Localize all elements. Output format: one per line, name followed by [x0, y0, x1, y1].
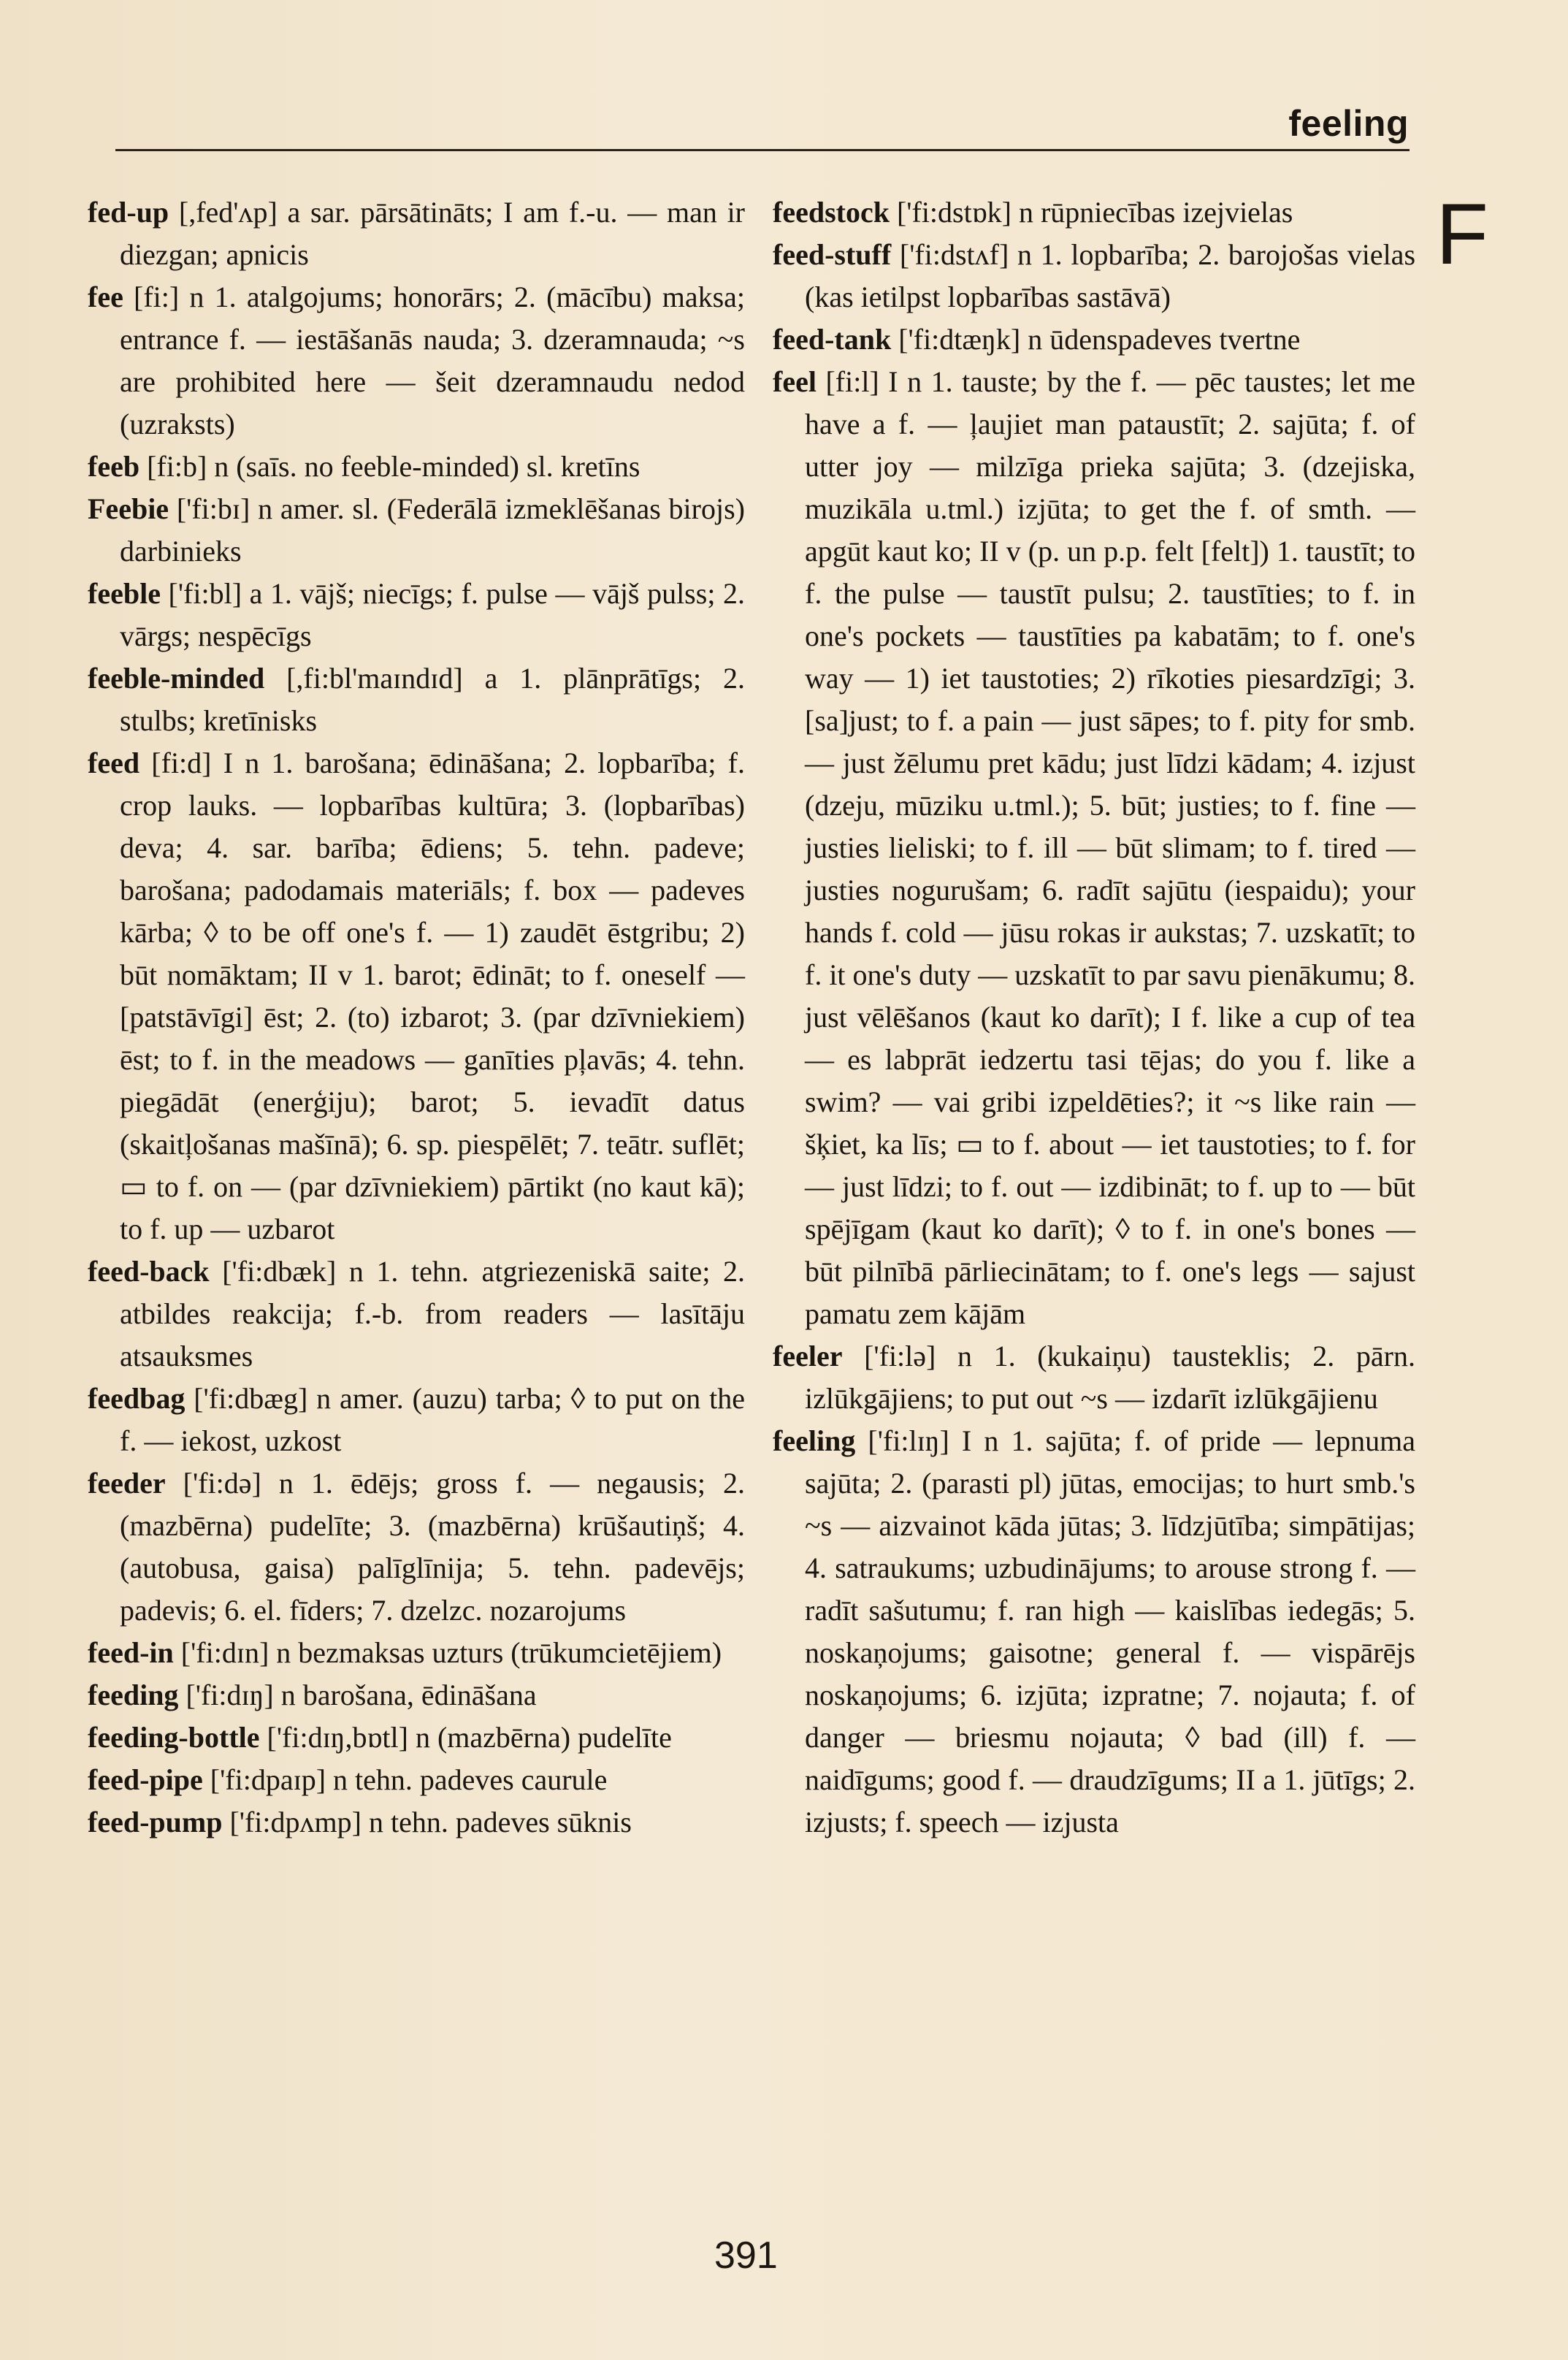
- dictionary-entry: [88, 657, 745, 742]
- entry-definition: ['fi:dpʌmp] n tehn. padeves sūknis: [229, 1806, 632, 1838]
- right-column: [773, 191, 1415, 1844]
- dictionary-entry: [88, 1632, 745, 1674]
- entry-definition: ['fi:dtæŋk] n ūdenspadeves tvertne: [898, 323, 1301, 356]
- page-number: 391: [714, 2234, 778, 2277]
- entry-definition: ['fi:dstʌf] n 1. lopbarība; 2. barojošas vielas (kas ietilpst lopbarības sastāvā): [805, 238, 1416, 313]
- dictionary-entry: [88, 488, 745, 573]
- entry-definition: ['fi:də] n 1. ēdējs; gross f. — negausis; 2. (mazbērna) pudelīte; 3. (mazbērna) krūšautiņš; 4. (autobusa, gaisa) palīglīnija; 5. tehn. padevējs; padevis; 6. el. fīders; 7. dzelzc. nozarojums: [120, 1467, 746, 1627]
- dictionary-entry: [773, 1420, 1415, 1844]
- entry-headword: feed-stuff: [773, 238, 892, 271]
- entry-headword: feeder: [88, 1467, 166, 1500]
- running-head: feeling: [1288, 103, 1409, 144]
- dictionary-entry: [88, 1378, 745, 1462]
- dictionary-entry: [88, 446, 745, 488]
- entry-definition: [,fi:bl'maɪndɪd] a 1. plānprātīgs; 2. stulbs; kretīnisks: [120, 662, 745, 737]
- entry-definition: ['fi:dɪŋ] n barošana, ēdināšana: [186, 1679, 537, 1711]
- dictionary-entry: [773, 318, 1415, 361]
- entry-headword: feed-pump: [88, 1806, 223, 1838]
- entry-headword: Feebie: [88, 492, 169, 525]
- entry-definition: ['fi:dpaɪp] n tehn. padeves caurule: [210, 1763, 608, 1796]
- dictionary-entry: [88, 1759, 745, 1801]
- dictionary-entry: [88, 742, 745, 1250]
- dictionary-entry: [88, 1801, 745, 1844]
- entry-definition: ['fi:dbæg] n amer. (auzu) tarba; ◊ to put on the f. — iekost, uzkost: [120, 1382, 746, 1457]
- dictionary-entry: [88, 1674, 745, 1716]
- thumb-index-letter: F: [1436, 186, 1489, 283]
- dictionary-entry: [773, 1335, 1415, 1420]
- entry-definition: ['fi:bl] a 1. vājš; niecīgs; f. pulse — vājš pulss; 2. vārgs; nespēcīgs: [120, 577, 745, 652]
- entry-definition: ['fi:dbæk] n 1. tehn. atgriezeniskā saite; 2. atbildes reakcija; f.-b. from readers — lasītāju atsauksmes: [120, 1255, 745, 1372]
- dictionary-entry: [88, 191, 745, 276]
- entry-headword: feedbag: [88, 1382, 186, 1415]
- entry-definition: [fi:] n 1. atalgojums; honorārs; 2. (mācību) maksa; entrance f. — iestāšanās nauda; 3. dzeramnauda; ~s are prohibited here — šeit dzeramnaudu nedod (uzraksts): [120, 280, 746, 440]
- dictionary-entry: [88, 573, 745, 657]
- entry-headword: feeble-minded: [88, 662, 265, 695]
- entry-headword: feeble: [88, 577, 161, 610]
- header-rule: [115, 149, 1410, 151]
- entry-headword: feeding-bottle: [88, 1721, 260, 1754]
- entry-headword: feed-in: [88, 1636, 174, 1669]
- entry-definition: ['fi:dɪn] n bezmaksas uzturs (trūkumcietējiem): [180, 1636, 722, 1669]
- entry-headword: feed-back: [88, 1255, 210, 1288]
- entry-definition: ['fi:lɪŋ] I n 1. sajūta; f. of pride — lepnuma sajūta; 2. (parasti pl) jūtas, emocijas; to hurt smb.'s ~s — aizvainot kāda jūtas; 3. līdzjūtība; simpātijas; 4. satraukums; uzbudinājums; to arouse strong f. — radīt sašutumu; f. ran high — kaislības iedegās; 5. noskaņojums; gaisotne; general f. — vispārējs noskaņojums; 6. izjūta; izpratne; 7. nojauta; f. of danger — briesmu nojauta; ◊ bad (ill) f. — naidīgums; good f. — draudzīgums; II a 1. jūtīgs; 2. izjusts; f. speech — izjusta: [805, 1424, 1416, 1838]
- entry-definition: [fi:d] I n 1. barošana; ēdināšana; 2. lopbarība; f. crop lauks. — lopbarības kultūra; 3. (lopbarības) deva; 4. sar. barība; ēdiens; 5. tehn. padeve; barošana; padodamais materiāls; f. box — padeves kārba; ◊ to be off one's f. — 1) zaudēt ēstgribu; 2) būt nomāktam; II v 1. barot; ēdināt; to f. oneself — [patstāvīgi] ēst; 2. (to) izbarot; 3. (par dzīvniekiem) ēst; to f. in the meadows — ganīties pļavās; 4. tehn. piegādāt (enerģiju); barot; 5. ievadīt datus (skaitļošanas mašīnā); 6. sp. piespēlēt; 7. teātr. suflēt; ▭ to f. on — (par dzīvniekiem) pārtikt (no kaut kā); to f. up — uzbarot: [120, 746, 746, 1245]
- dictionary-entry: [773, 191, 1415, 234]
- entry-headword: feeler: [773, 1340, 843, 1372]
- entry-definition: ['fi:lə] n 1. (kukaiņu) tausteklis; 2. pārn. izlūkgājiens; to put out ~s — izdarīt izlūkgājienu: [805, 1340, 1415, 1415]
- entry-headword: feeding: [88, 1679, 179, 1711]
- entry-definition: [,fed'ʌp] a sar. pārsātināts; I am f.-u. — man ir diezgan; apnicis: [120, 196, 746, 271]
- entry-headword: fed-up: [88, 196, 169, 229]
- dictionary-entry: [773, 234, 1415, 318]
- dictionary-entry: [88, 276, 745, 446]
- dictionary-entry: [773, 361, 1415, 1335]
- entry-headword: fee: [88, 280, 123, 313]
- entry-headword: feeling: [773, 1424, 856, 1457]
- entry-definition: ['fi:bɪ] n amer. sl. (Federālā izmeklēšanas birojs) darbinieks: [120, 492, 745, 568]
- left-column: [88, 191, 745, 1844]
- entry-definition: ['fi:dɪŋ,bɒtl] n (mazbērna) pudelīte: [267, 1721, 672, 1754]
- entry-headword: feeb: [88, 450, 140, 483]
- entry-headword: feel: [773, 365, 816, 398]
- entry-headword: feedstock: [773, 196, 890, 229]
- entry-headword: feed: [88, 746, 140, 779]
- entry-headword: feed-tank: [773, 323, 892, 356]
- dictionary-entry: [88, 1462, 745, 1632]
- dictionary-entry: [88, 1716, 745, 1759]
- entry-headword: feed-pipe: [88, 1763, 203, 1796]
- entry-definition: [fi:l] I n 1. tauste; by the f. — pēc taustes; let me have a f. — ļaujiet man pataustīt; 2. sajūta; f. of utter joy — milzīga prieka sajūta; 3. (dzejiska, muzikāla u.tml.) izjūta; to get the f. of smth. — apgūt kaut ko; II v (p. un p.p. felt [felt]) 1. taustīt; to f. the pulse — taustīt pulsu; 2. taustīties; to f. in one's pockets — taustīties pa kabatām; to f. one's way — 1) iet taustoties; 2) rīkoties piesardzīgi; 3. [sa]just; to f. a pain — just sāpes; to f. pity for smb. — just žēlumu pret kādu; just līdzi kādam; 4. izjust (dzeju, mūziku u.tml.); 5. būt; justies; to f. fine — justies lieliski; to f. ill — būt slimam; to f. tired — justies nogurušam; 6. radīt sajūtu (iespaidu); your hands f. cold — jūsu rokas ir aukstas; 7. uzskatīt; to f. it one's duty — uzskatīt to par savu pienākumu; 8. just vēlēšanos (kaut ko darīt); I f. like a cup of tea — es labprāt iedzertu tasi tējas; do you f. like a swim? — vai gribi izpeldēties?; it ~s like rain — šķiet, ka līs; ▭ to f. about — iet taustoties; to f. for — just līdzi; to f. out — izdibināt; to f. up to — būt spējīgam (kaut ko darīt); ◊ to f. in one's bones — būt pilnībā pārliecinātam; to f. one's legs — sajust pamatu zem kājām: [805, 365, 1415, 1330]
- entry-definition: [fi:b] n (saīs. no feeble-minded) sl. kretīns: [147, 450, 640, 483]
- entry-definition: ['fi:dstɒk] n rūpniecības izejvielas: [896, 196, 1293, 229]
- dictionary-entry: [88, 1250, 745, 1378]
